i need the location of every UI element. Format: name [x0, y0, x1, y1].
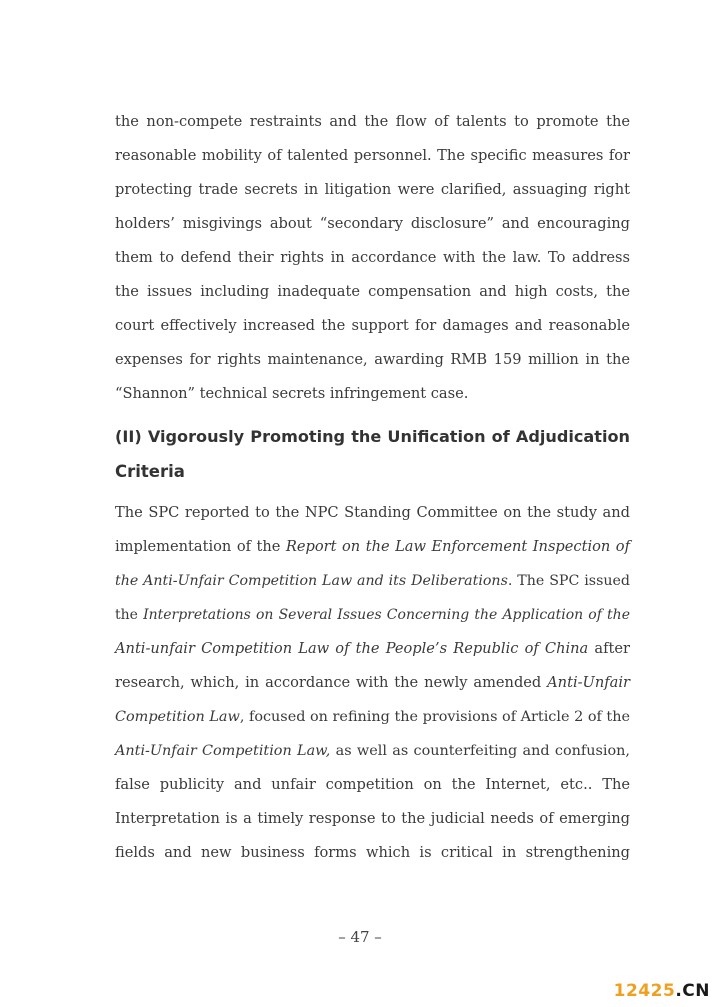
document-title: Anti-Unfair	[547, 674, 630, 691]
site-watermark	[614, 981, 710, 1001]
text-line	[115, 632, 630, 666]
document-title: Interpretations on Several Issues Concerning the Application of the	[143, 607, 630, 623]
text-run: the	[115, 607, 144, 623]
text-line: them to defend their rights in accordance with the law. To address	[115, 249, 630, 266]
text-line	[115, 530, 630, 564]
text-line	[115, 598, 630, 632]
text-line: reasonable mobility of talented personnel. The specific measures for	[115, 147, 630, 164]
text-run: implementation of the	[115, 538, 286, 555]
watermark-number: 12425	[613, 981, 676, 1001]
text-run: as well as counterfeiting and confusion,	[330, 743, 630, 759]
text-line: “Shannon” technical secrets infringement case.	[115, 385, 469, 402]
text-line: court effectively increased the support for damages and reasonable	[115, 317, 630, 334]
section-heading	[115, 419, 630, 489]
text-line	[115, 734, 630, 768]
page-number: – 47 –	[338, 928, 382, 946]
document-title: the Anti-Unfair Competition Law and its Deliberations	[115, 573, 508, 589]
text-line: expenses for rights maintenance, awarding RMB 159 million in the	[115, 351, 630, 368]
text-line: false publicity and unfair competition on the Internet, etc.. The	[115, 776, 630, 793]
text-line	[115, 666, 630, 700]
text-line	[115, 564, 630, 598]
document-title: Report on the Law Enforcement Inspection of	[285, 538, 630, 555]
text-line: protecting trade secrets in litigation were clarified, assuaging right	[115, 181, 630, 198]
document-title: Anti-Unfair Competition Law,	[115, 743, 331, 759]
page-body	[115, 105, 630, 870]
text-line: Interpretation is a timely response to the judicial needs of emerging	[115, 810, 630, 827]
text-line: fields and new business forms which is critical in strengthening	[115, 844, 630, 861]
watermark-domain: .CN	[675, 981, 710, 1001]
paragraph-2	[115, 496, 630, 870]
text-line	[115, 700, 630, 734]
heading-line: (II) Vigorously Promoting the Unification of Adjudication	[115, 427, 630, 446]
heading-line: Criteria	[115, 462, 185, 481]
document-title: Competition Law	[115, 709, 240, 725]
document-title: Anti-unfair Competition Law of the People’s Republic of China	[115, 640, 589, 657]
text-line: the non-compete restraints and the flow of talents to promote the	[115, 113, 630, 130]
text-run: research, which, in accordance with the newly amended	[115, 674, 548, 691]
text-line: The SPC reported to the NPC Standing Committee on the study and	[115, 504, 630, 521]
text-run: . The SPC issued	[507, 573, 630, 589]
text-line: the issues including inadequate compensation and high costs, the	[115, 283, 630, 300]
text-run: , focused on refining the provisions of Article 2 of the	[239, 709, 630, 725]
text-run: after	[588, 640, 630, 657]
paragraph-1	[115, 105, 630, 411]
text-line: holders’ misgivings about “secondary disclosure” and encouraging	[115, 215, 630, 232]
